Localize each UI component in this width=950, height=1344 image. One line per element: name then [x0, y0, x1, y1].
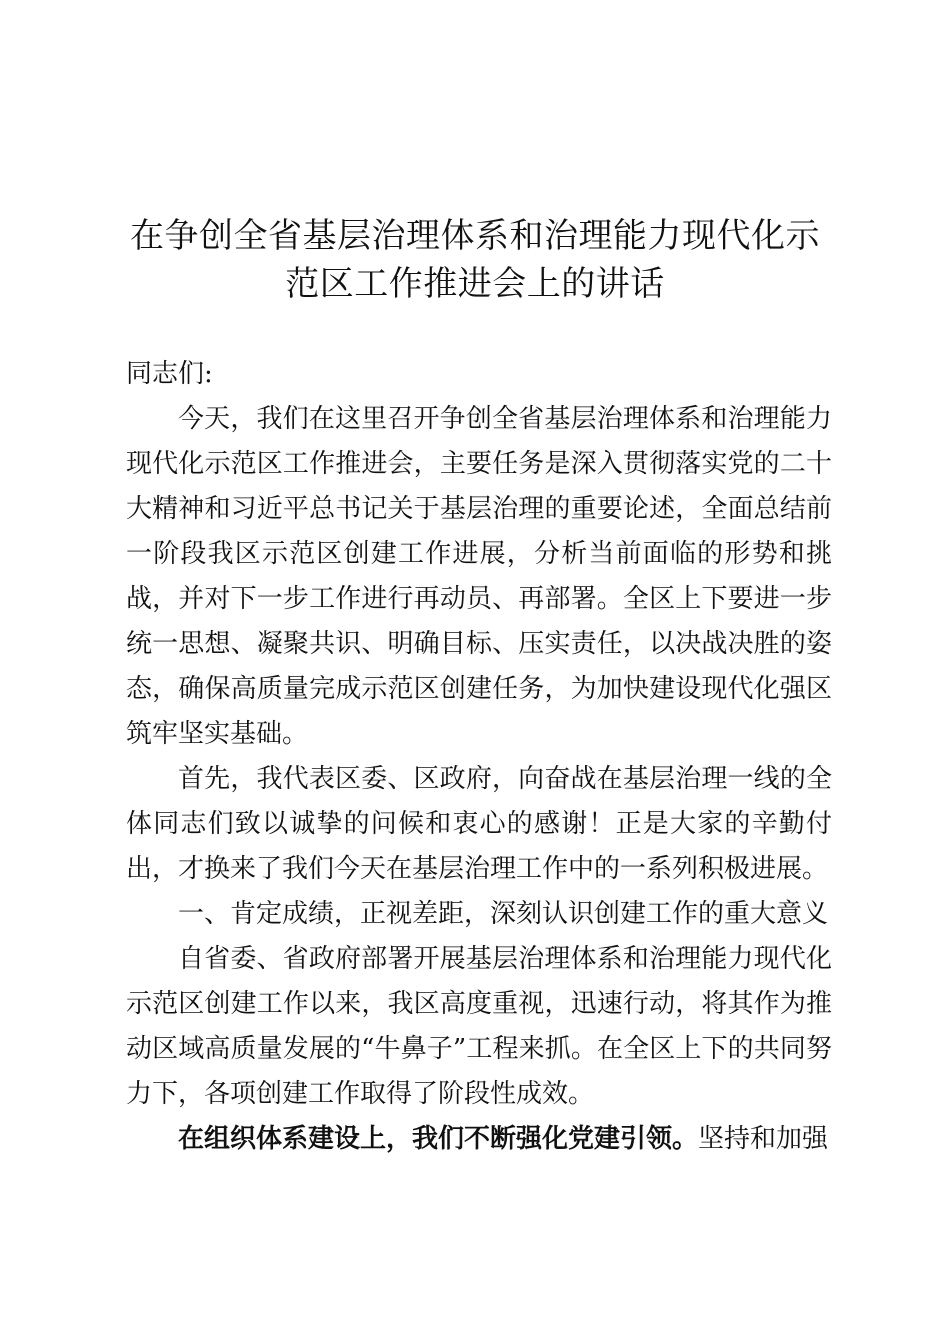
title-line-1: 在争创全省基层治理体系和治理能力现代化示	[130, 216, 820, 256]
document-body	[126, 352, 832, 1162]
section-heading-1: 一、肯定成绩，正视差距，深刻认识创建工作的重大意义	[178, 899, 829, 929]
document-title	[110, 212, 840, 308]
paragraph-opening: 今天，我们在这里召开争创全省基层治理体系和治理能力现代化示范区工作推进会，主要任务是深入贯彻落实党的二十大精神和习近平总书记关于基层治理的重要论述，全面总结前一阶段我区示范区创建工作进展，分析当前面临的形势和挑战，并对下一步工作进行再动员、再部署。全区上下要进一步统一思想、凝聚共识、明确目标、压实责任，以决战决胜的姿态，确保高质量完成示范区创建任务，为加快建设现代化强区筑牢坚实基础。	[126, 404, 832, 749]
paragraph-organization	[126, 1117, 832, 1162]
paragraph-achievements: 自省委、省政府部署开展基层治理体系和治理能力现代化示范区创建工作以来，我区高度重视，迅速行动，将其作为推动区域高质量发展的“牛鼻子”工程来抓。在全区上下的共同努力下，各项创建工作取得了阶段性成效。	[126, 944, 832, 1109]
paragraph-continuation: 坚持和加强	[698, 1124, 829, 1154]
salutation: 同志们:	[126, 359, 213, 389]
paragraph-bold-lead: 在组织体系建设上，我们不断强化党建引领。	[178, 1124, 699, 1154]
paragraph-thanks: 首先，我代表区委、区政府，向奋战在基层治理一线的全体同志们致以诚挚的问候和衷心的感谢！正是大家的辛勤付出，才换来了我们今天在基层治理工作中的一系列积极进展。	[126, 764, 832, 884]
title-line-2: 范区工作推进会上的讲话	[285, 264, 665, 304]
